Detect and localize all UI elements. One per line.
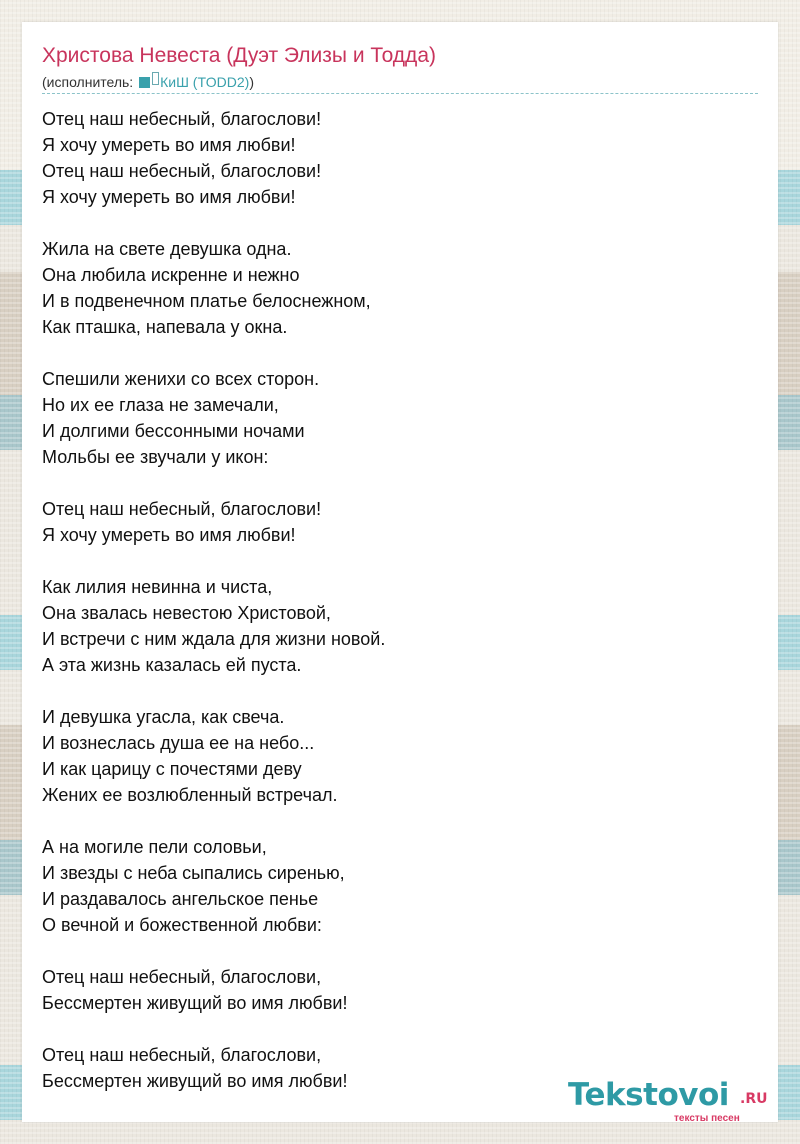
lyrics-line: Но их ее глаза не замечали, xyxy=(42,395,279,415)
lyrics-line: А эта жизнь казалась ей пуста. xyxy=(42,655,302,675)
lyrics-line: Я хочу умереть во имя любви! xyxy=(42,135,296,155)
logo-tld: .RU xyxy=(740,1091,768,1107)
lyrics-line: Жених ее возлюбленный встречал. xyxy=(42,785,338,805)
lyrics-line: И вознеслась душа ее на небо... xyxy=(42,733,315,753)
lyrics-line: Спешили женихи со всех сторон. xyxy=(42,369,320,389)
lyrics-line: Я хочу умереть во имя любви! xyxy=(42,525,296,545)
lyrics-line: Отец наш небесный, благослови! xyxy=(42,161,322,181)
lyrics-line: Жила на свете девушка одна. xyxy=(42,239,292,259)
lyrics-line: Она любила искренне и нежно xyxy=(42,265,300,285)
artist-square-icon xyxy=(139,77,150,88)
lyrics-line: И девушка угасла, как свеча. xyxy=(42,707,285,727)
lyrics-line: Я хочу умереть во имя любви! xyxy=(42,187,296,207)
lyrics-line: Как пташка, напевала у окна. xyxy=(42,317,288,337)
broken-image-icon xyxy=(152,72,159,85)
lyrics-line: Отец наш небесный, благослови! xyxy=(42,109,322,129)
lyrics-line: А на могиле пели соловьи, xyxy=(42,837,267,857)
logo-tagline: тексты песен xyxy=(674,1113,740,1124)
lyrics-line: И встречи с ним ждала для жизни новой. xyxy=(42,629,386,649)
lyrics-stanza xyxy=(42,236,742,340)
artist-prefix: (исполнитель: xyxy=(42,74,138,90)
artist-link[interactable]: КиШ (TODD2) xyxy=(160,74,250,90)
lyrics-stanza xyxy=(42,704,742,808)
lyrics-line: Отец наш небесный, благослови! xyxy=(42,499,322,519)
lyrics-line: Отец наш небесный, благослови, xyxy=(42,967,322,987)
lyrics-line: И как царицу с почестями деву xyxy=(42,759,302,779)
lyrics-stanza xyxy=(42,834,742,938)
logo-name: Tekstovoi xyxy=(568,1077,729,1113)
lyrics-line: Как лилия невинна и чиста, xyxy=(42,577,273,597)
lyrics-stanza xyxy=(42,366,742,470)
lyrics-line: И долгими бессонными ночами xyxy=(42,421,305,441)
lyrics-line: Бессмертен живущий во имя любви! xyxy=(42,993,348,1013)
lyrics-line: И звезды с неба сыпались сиренью, xyxy=(42,863,345,883)
lyrics-stanza xyxy=(42,964,742,1016)
lyrics-line: И раздавалось ангельское пенье xyxy=(42,889,319,909)
lyrics-card xyxy=(22,22,778,1122)
lyrics-stanza xyxy=(42,496,742,548)
lyrics-stanza xyxy=(42,574,742,678)
lyrics-line: О вечной и божественной любви: xyxy=(42,915,322,935)
artist-suffix: ) xyxy=(249,74,254,90)
lyrics-line: Отец наш небесный, благослови, xyxy=(42,1045,322,1065)
header-divider xyxy=(42,93,758,94)
lyrics-line: Она звалась невестою Христовой, xyxy=(42,603,331,623)
lyrics-stanza xyxy=(42,106,742,210)
artist-line xyxy=(42,74,254,90)
lyrics-text xyxy=(42,106,742,1094)
song-title: Христова Невеста (Дуэт Элизы и Тодда) xyxy=(42,44,436,67)
site-logo[interactable] xyxy=(568,1077,778,1127)
lyrics-line: Бессмертен живущий во имя любви! xyxy=(42,1071,348,1091)
lyrics-line: Мольбы ее звучали у икон: xyxy=(42,447,269,467)
lyrics-line: И в подвенечном платье белоснежном, xyxy=(42,291,371,311)
